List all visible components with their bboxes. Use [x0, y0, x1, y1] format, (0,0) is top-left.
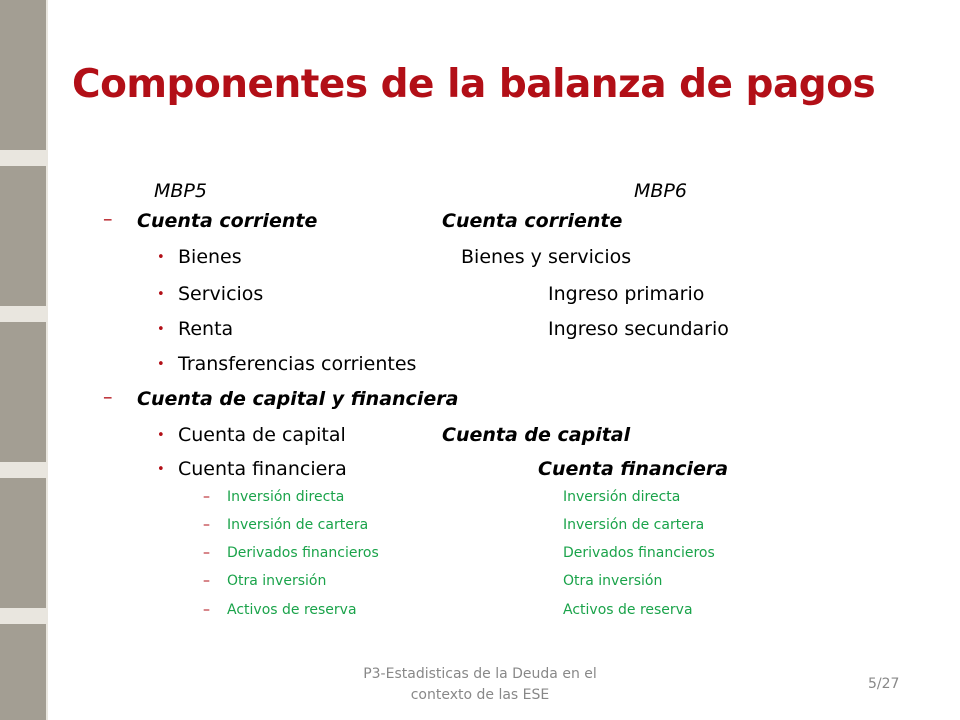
item-current-transfers-mbp5: Transferencias corrientes [178, 353, 417, 375]
item-portfolio-investment-mbp6: Inversión de cartera [563, 517, 705, 533]
item-financial-derivatives-mbp5: Derivados financieros [227, 545, 379, 561]
dash-marker: – [203, 573, 210, 589]
item-reserve-assets-mbp6: Activos de reserva [563, 602, 693, 618]
bullet-marker: • [157, 287, 165, 302]
column-header-mbp6: MBP6 [634, 180, 687, 202]
item-goods-services-mbp6: Bienes y servicios [461, 246, 632, 268]
item-primary-income-mbp6: Ingreso primario [548, 283, 705, 305]
section-current-account-mbp5: Cuenta corriente [137, 210, 318, 232]
bullet-marker: • [157, 322, 165, 337]
item-portfolio-investment-mbp5: Inversión de cartera [227, 517, 369, 533]
item-other-investment-mbp6: Otra inversión [563, 573, 663, 589]
item-goods-mbp5: Bienes [178, 246, 242, 268]
item-financial-account-mbp6: Cuenta financiera [538, 458, 729, 480]
side-bar-segment [0, 478, 46, 608]
footer-line-1: P3-Estadisticas de la Deuda en el [363, 666, 597, 682]
bullet-marker: • [157, 428, 165, 443]
column-header-mbp5: MBP5 [154, 180, 207, 202]
slide-title: Componentes de la balanza de pagos [72, 62, 876, 107]
item-financial-account-mbp5: Cuenta financiera [178, 458, 347, 480]
slide-footer [340, 664, 620, 706]
section-capital-financial-mbp5: Cuenta de capital y financiera [137, 388, 459, 410]
dash-marker: – [103, 208, 113, 230]
item-secondary-income-mbp6: Ingreso secundario [548, 318, 729, 340]
section-current-account-mbp6: Cuenta corriente [442, 210, 623, 232]
side-bar-segment [0, 624, 46, 720]
item-capital-account-mbp5: Cuenta de capital [178, 424, 346, 446]
dash-marker: – [203, 489, 210, 505]
side-bar-segment [0, 0, 46, 150]
footer-line-2: contexto de las ESE [410, 687, 550, 703]
dash-marker: – [203, 545, 210, 561]
item-services-mbp5: Servicios [178, 283, 264, 305]
item-capital-account-mbp6: Cuenta de capital [442, 424, 631, 446]
item-reserve-assets-mbp5: Activos de reserva [227, 602, 357, 618]
item-direct-investment-mbp5: Inversión directa [227, 489, 345, 505]
bullet-marker: • [157, 357, 165, 372]
item-income-mbp5: Renta [178, 318, 234, 340]
bullet-marker: • [157, 250, 165, 265]
item-other-investment-mbp5: Otra inversión [227, 573, 327, 589]
dash-marker: – [103, 386, 113, 408]
dash-marker: – [203, 517, 210, 533]
side-decoration-bar [0, 0, 48, 720]
dash-marker: – [203, 602, 210, 618]
page-number: 5/27 [868, 676, 900, 692]
side-bar-segment [0, 166, 46, 306]
item-financial-derivatives-mbp6: Derivados financieros [563, 545, 715, 561]
side-bar-segment [0, 322, 46, 462]
item-direct-investment-mbp6: Inversión directa [563, 489, 681, 505]
bullet-marker: • [157, 462, 165, 477]
